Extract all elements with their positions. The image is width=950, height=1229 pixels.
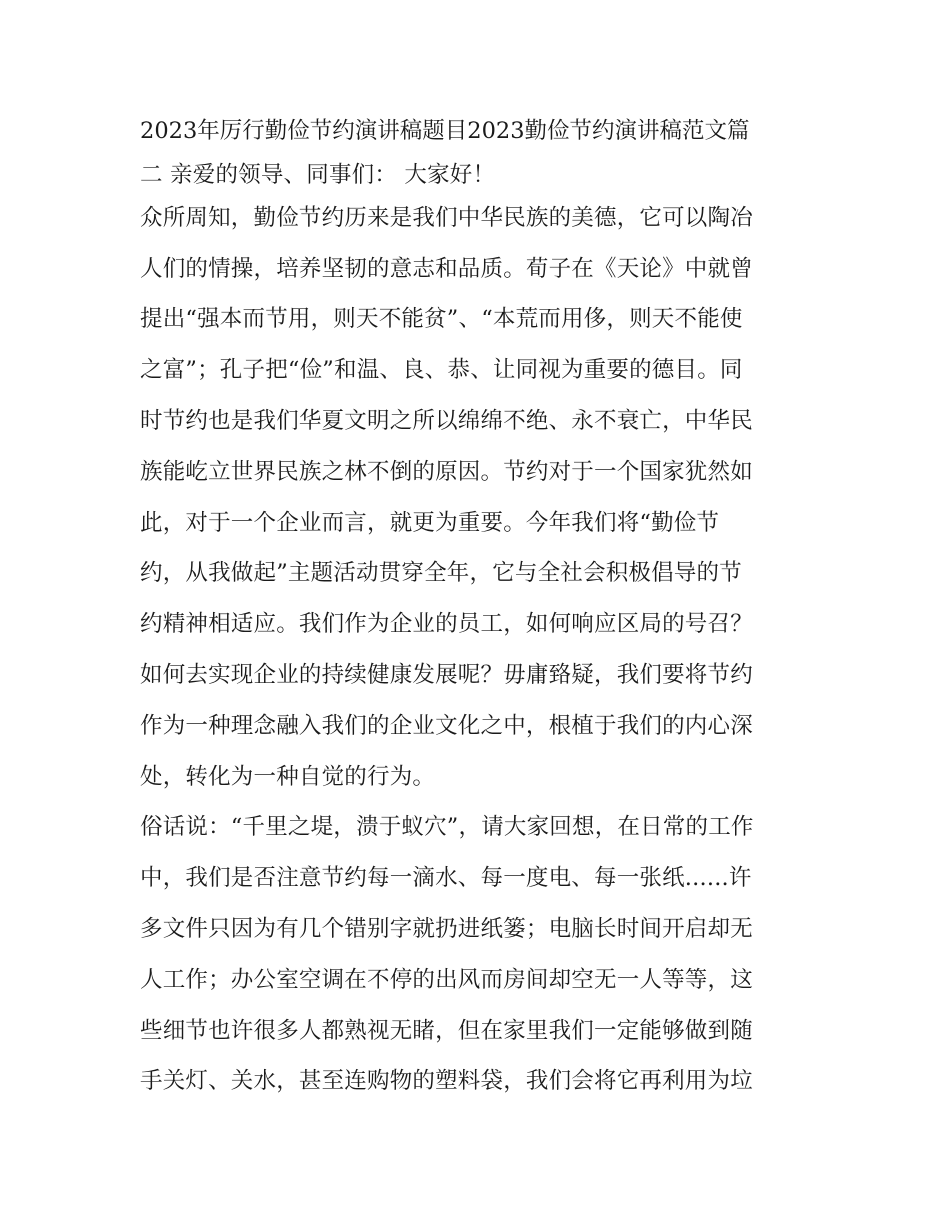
body-line: 俗话说：“千里之堤，溃于蚁穴”，请大家回想，在日常的工作 (140, 814, 754, 841)
document-title-line-1: 2023年厉行勤俭节约演讲稿题目2023勤俭节约演讲稿范文篇 (140, 118, 750, 144)
document-body (140, 106, 820, 1107)
body-line: 如何去实现企业的持续健康发展呢？毋庸臵疑，我们要将节约 (140, 661, 753, 688)
body-line: 人工作；办公室空调在不停的出风而房间却空无一人等等，这 (140, 966, 753, 993)
body-line: 手关灯、关水，甚至连购物的塑料袋，我们会将它再利用为垃 (140, 1068, 753, 1095)
body-line: 处，转化为一种自觉的行为。 (140, 763, 436, 790)
body-line: 众所周知，勤俭节约历来是我们中华民族的美德，它可以陶冶 (140, 204, 753, 231)
body-line: 约精神相适应。我们作为企业的员工，如何响应区局的号召？ (140, 611, 753, 638)
body-line: 族能屹立世界民族之林不倒的原因。节约对于一个国家犹然如 (140, 458, 753, 485)
body-line: 些细节也许很多人都熟视无睹，但在家里我们一定能够做到随 (140, 1017, 753, 1044)
body-line: 时节约也是我们华夏文明之所以绵绵不绝、永不衰亡，中华民 (140, 407, 753, 434)
body-line: 之富”；孔子把“俭”和温、良、恭、让同视为重要的德目。同 (140, 357, 743, 384)
body-line: 提出“强本而节用，则天不能贫”、“本荒而用侈，则天不能使 (140, 306, 743, 333)
body-line: 约，从我做起”主题活动贯穿全年，它与全社会积极倡导的节 (140, 560, 742, 587)
document-title-line-2: 二 亲爱的领导、同事们： 大家好！ (140, 161, 496, 188)
body-line: 中，我们是否注意节约每一滴水、每一度电、每一张纸......许 (140, 865, 752, 892)
body-line: 作为一种理念融入我们的企业文化之中，根植于我们的内心深 (140, 712, 753, 739)
body-line: 多文件只因为有几个错别字就扔进纸篓；电脑长时间开启却无 (140, 915, 753, 942)
body-line: 此，对于一个企业而言，就更为重要。今年我们将“勤俭节 (140, 509, 720, 536)
body-line: 人们的情操，培养坚韧的意志和品质。荀子在《天论》中就曾 (140, 255, 753, 282)
